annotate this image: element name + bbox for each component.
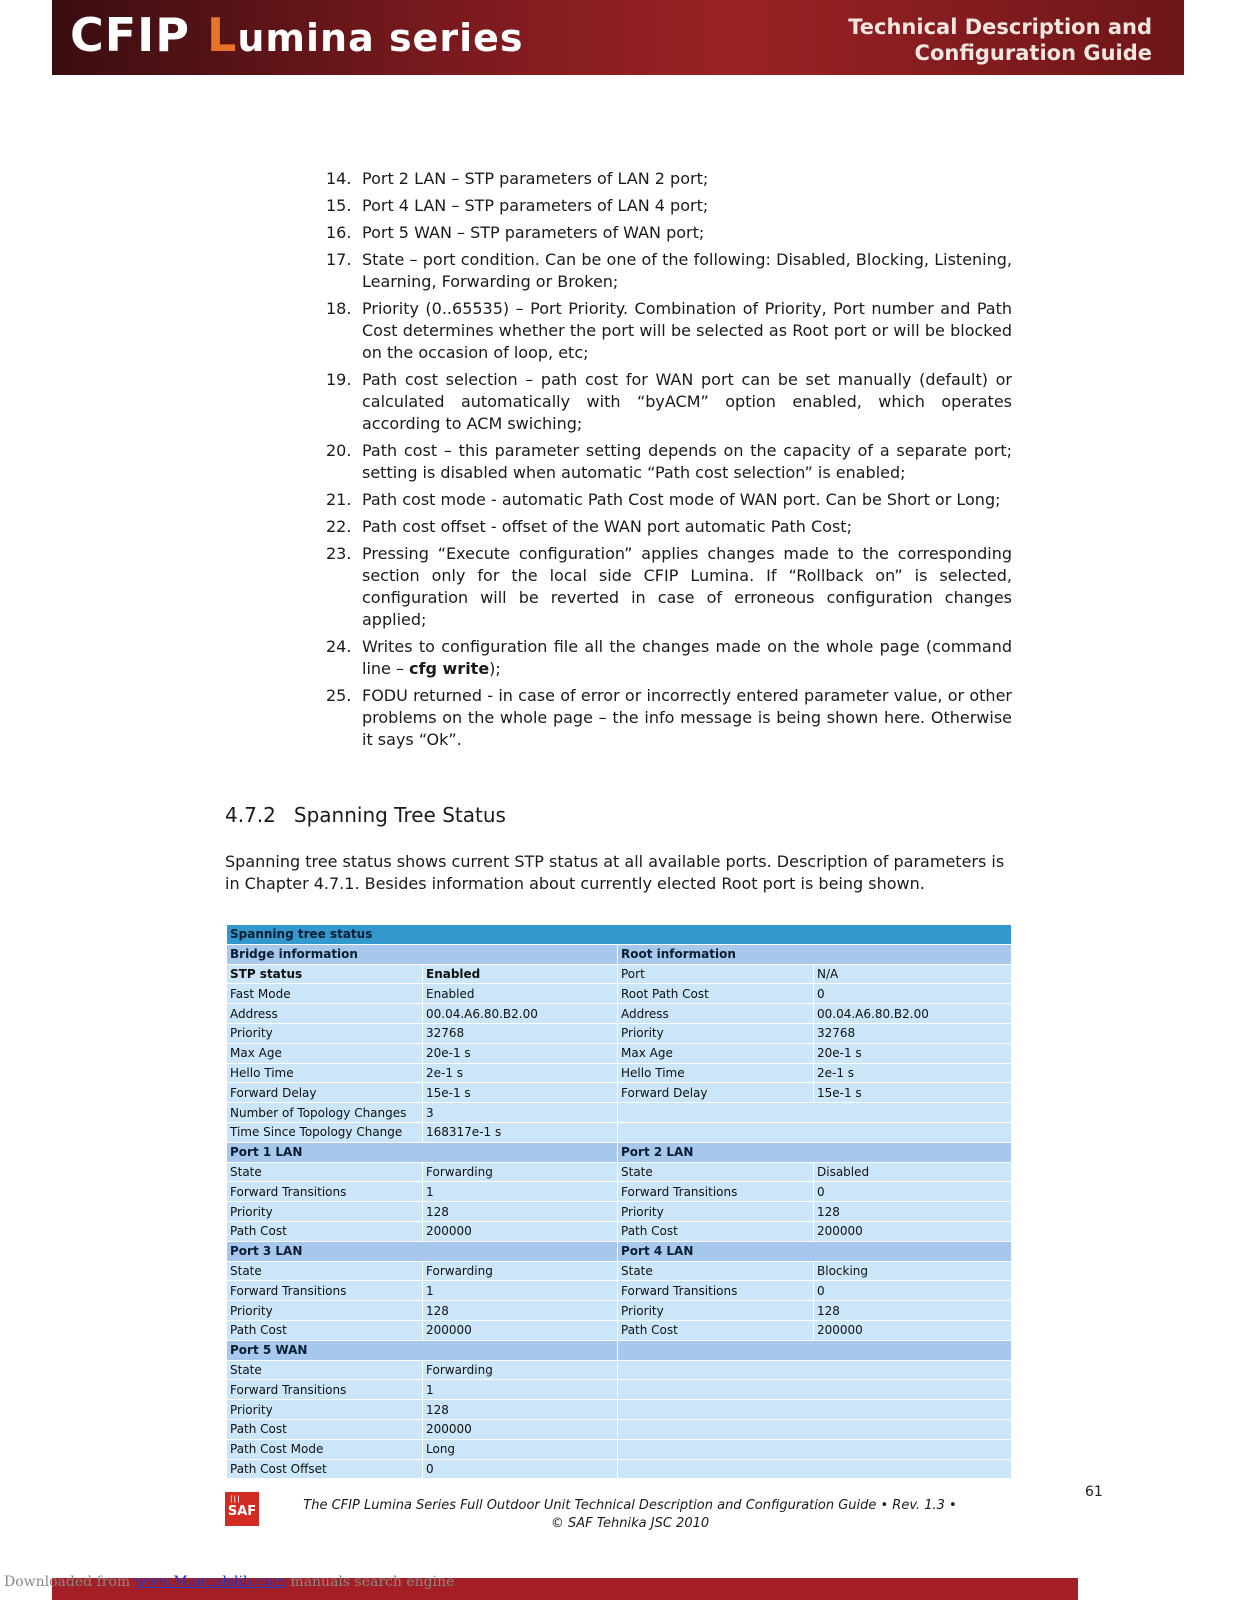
list-number: 17.: [326, 250, 352, 269]
port3-header: Port 3 LAN: [227, 1241, 618, 1261]
list-number: 25.: [326, 686, 352, 705]
cell-value: 200000: [423, 1320, 618, 1340]
empty-cell: [618, 1380, 1012, 1400]
cell-value: 1: [423, 1380, 618, 1400]
cell-label: Path Cost: [227, 1320, 423, 1340]
cell-value: 200000: [423, 1221, 618, 1241]
cell-label: State: [227, 1360, 423, 1380]
cell-label: Max Age: [618, 1043, 814, 1063]
table-row: [227, 1221, 1012, 1241]
table-row: [227, 1122, 1012, 1142]
cell-label: Forward Transitions: [227, 1281, 423, 1301]
cell-label: Hello Time: [618, 1063, 814, 1083]
table-row: [227, 964, 1012, 984]
cell-label: Priority: [227, 1202, 423, 1222]
table-row: [227, 1301, 1012, 1321]
cell-label: Number of Topology Changes: [227, 1103, 423, 1123]
cell-label: Max Age: [227, 1043, 423, 1063]
cell-label: Path Cost: [618, 1221, 814, 1241]
cell-value: Enabled: [423, 964, 618, 984]
list-text: Path cost selection – path cost for WAN port can be set manually (default) or calculated automatically with “byACM” option enabled, which operates according to ACM swiching;: [362, 370, 1012, 433]
cell-value: Blocking: [814, 1261, 1012, 1281]
cell-value: 200000: [814, 1320, 1012, 1340]
cell-label: Path Cost Mode: [227, 1439, 423, 1459]
port2-header: Port 2 LAN: [618, 1142, 1012, 1162]
brand-rest: umina series: [237, 16, 524, 60]
table-row: [227, 1419, 1012, 1439]
guide-title: [848, 14, 1152, 66]
cell-label: Path Cost: [227, 1221, 423, 1241]
cell-value: 15e-1 s: [423, 1083, 618, 1103]
list-item: [326, 249, 1012, 293]
list-number: 18.: [326, 299, 352, 318]
table-row: [227, 1202, 1012, 1222]
table-row: [227, 1083, 1012, 1103]
download-note: [4, 1574, 454, 1590]
empty-cell: [618, 1360, 1012, 1380]
download-prefix: Downloaded from: [4, 1574, 135, 1590]
list-item: [326, 369, 1012, 435]
cell-value: 2e-1 s: [423, 1063, 618, 1083]
table-row: [227, 1261, 1012, 1281]
brand-logo: [70, 8, 524, 62]
table-row: [227, 1023, 1012, 1043]
cell-label: Time Since Topology Change: [227, 1122, 423, 1142]
cell-value: 1: [423, 1182, 618, 1202]
cell-value: 3: [423, 1103, 618, 1123]
cell-value: 0: [814, 1281, 1012, 1301]
empty-cell: [618, 1459, 1012, 1479]
section-title: Spanning Tree Status: [293, 803, 506, 827]
cell-value: 0: [423, 1459, 618, 1479]
cell-value: Disabled: [814, 1162, 1012, 1182]
cell-label: Priority: [227, 1023, 423, 1043]
page-number: 61: [1085, 1484, 1103, 1500]
port1-header: Port 1 LAN: [227, 1142, 618, 1162]
list-number: 14.: [326, 169, 352, 188]
list-text-before: Writes to configuration file all the changes made on the whole page (command line –: [362, 637, 1012, 678]
list-text: Path cost offset - offset of the WAN port automatic Path Cost;: [362, 517, 852, 536]
list-number: 15.: [326, 196, 352, 215]
table-row: [227, 1380, 1012, 1400]
guide-title-line1: Technical Description and: [848, 15, 1152, 39]
cell-label: Forward Delay: [227, 1083, 423, 1103]
cell-value: Forwarding: [423, 1360, 618, 1380]
cell-value: 0: [814, 984, 1012, 1004]
table-row: [227, 1439, 1012, 1459]
footer-text: [290, 1497, 970, 1533]
guide-title-line2: Configuration Guide: [914, 41, 1152, 65]
download-suffix: manuals search engine: [285, 1574, 455, 1590]
cell-value: 20e-1 s: [814, 1043, 1012, 1063]
list-text: State – port condition. Can be one of the following: Disabled, Blocking, Listening, Learning, Forwarding or Broken;: [362, 250, 1012, 291]
cell-label: Priority: [618, 1202, 814, 1222]
list-item: [326, 222, 1012, 244]
list-text: [362, 636, 1012, 680]
list-item: [326, 298, 1012, 364]
cell-label: Forward Transitions: [618, 1281, 814, 1301]
cell-value: 1: [423, 1281, 618, 1301]
cell-label: STP status: [227, 964, 423, 984]
cell-value: 00.04.A6.80.B2.00: [423, 1004, 618, 1024]
table-row: [227, 1340, 1012, 1360]
list-item: [326, 195, 1012, 217]
table-row: [227, 1281, 1012, 1301]
cell-value: 128: [814, 1301, 1012, 1321]
cell-label: State: [618, 1162, 814, 1182]
cell-label: Port: [618, 964, 814, 984]
cell-value: 32768: [423, 1023, 618, 1043]
list-number: 20.: [326, 441, 352, 460]
list-item: [326, 543, 1012, 631]
cell-label: Priority: [618, 1023, 814, 1043]
table-caption: Spanning tree status: [227, 925, 1012, 945]
cell-label: Path Cost Offset: [227, 1459, 423, 1479]
cell-label: Path Cost: [227, 1419, 423, 1439]
cell-value: 00.04.A6.80.B2.00: [814, 1004, 1012, 1024]
cell-value: 128: [423, 1400, 618, 1420]
cell-value: Forwarding: [423, 1162, 618, 1182]
table-row: [227, 925, 1012, 945]
cell-label: Hello Time: [227, 1063, 423, 1083]
list-number: 21.: [326, 490, 352, 509]
cell-label: Address: [227, 1004, 423, 1024]
list-text-after: );: [489, 659, 501, 678]
cell-label: Priority: [618, 1301, 814, 1321]
header-banner: [52, 0, 1184, 75]
cell-label: Address: [618, 1004, 814, 1024]
cell-label: Forward Delay: [618, 1083, 814, 1103]
list-text: FODU returned - in case of error or incorrectly entered parameter value, or other problems on the whole page – the info message is being shown here. Otherwise it says “Ok”.: [362, 686, 1012, 749]
table-row: [227, 1320, 1012, 1340]
bridge-info-header: Bridge information: [227, 944, 618, 964]
table-row: [227, 1241, 1012, 1261]
cell-value: 128: [423, 1202, 618, 1222]
list-number: 22.: [326, 517, 352, 536]
cell-label: Root Path Cost: [618, 984, 814, 1004]
cell-label: Priority: [227, 1400, 423, 1420]
list-item: [326, 440, 1012, 484]
cell-value: 0: [814, 1182, 1012, 1202]
cell-value: 2e-1 s: [814, 1063, 1012, 1083]
cell-value: 128: [814, 1202, 1012, 1222]
table-row: [227, 1162, 1012, 1182]
list-item: [326, 636, 1012, 680]
cell-label: State: [227, 1261, 423, 1281]
section-number: 4.7.2: [225, 803, 276, 827]
table-row: [227, 1004, 1012, 1024]
table-row: [227, 1063, 1012, 1083]
cell-label: Forward Transitions: [227, 1182, 423, 1202]
table-row: [227, 944, 1012, 964]
table-row: [227, 1142, 1012, 1162]
cell-value: N/A: [814, 964, 1012, 984]
list-item: [326, 685, 1012, 751]
port4-header: Port 4 LAN: [618, 1241, 1012, 1261]
list-text: Port 2 LAN – STP parameters of LAN 2 port;: [362, 169, 709, 188]
table-row: [227, 1360, 1012, 1380]
cell-value: 20e-1 s: [423, 1043, 618, 1063]
list-number: 24.: [326, 637, 352, 656]
command-name: cfg write: [409, 659, 490, 678]
list-number: 19.: [326, 370, 352, 389]
list-item: [326, 489, 1012, 511]
cell-value: 200000: [423, 1419, 618, 1439]
table-row: [227, 984, 1012, 1004]
footer-line2: © SAF Tehnika JSC 2010: [550, 1516, 710, 1531]
manualslib-link[interactable]: www.Manualslib.com: [134, 1574, 286, 1590]
empty-cell: [618, 1419, 1012, 1439]
section-heading: [225, 803, 506, 827]
logo-text: SAF: [227, 1504, 257, 1519]
empty-cell: [618, 1400, 1012, 1420]
list-item: [326, 168, 1012, 190]
section-intro: Spanning tree status shows current STP status at all available ports. Description of parameters is in Chapter 4.7.1. Besides information about currently elected Root port is being shown.: [225, 852, 1005, 893]
cell-label: Forward Transitions: [227, 1380, 423, 1400]
list-number: 16.: [326, 223, 352, 242]
empty-cell: [618, 1439, 1012, 1459]
cell-label: Path Cost: [618, 1320, 814, 1340]
list-text: Pressing “Execute configuration” applies changes made to the corresponding section only for the local side CFIP Lumina. If “Rollback on” is selected, configuration will be reverted in case of erroneous configuration changes applied;: [362, 544, 1012, 629]
cell-label: Fast Mode: [227, 984, 423, 1004]
list-item: [326, 516, 1012, 538]
cell-value: Forwarding: [423, 1261, 618, 1281]
cell-value: 168317e-1 s: [423, 1122, 618, 1142]
cell-value: Long: [423, 1439, 618, 1459]
port5-header: Port 5 WAN: [227, 1340, 618, 1360]
table-row: [227, 1182, 1012, 1202]
cell-label: State: [618, 1261, 814, 1281]
table-row: [227, 1400, 1012, 1420]
cell-value: 32768: [814, 1023, 1012, 1043]
saf-logo: [225, 1492, 259, 1526]
list-text: Port 4 LAN – STP parameters of LAN 4 port;: [362, 196, 709, 215]
cell-value: 128: [423, 1301, 618, 1321]
stp-status-table: [226, 924, 1012, 1479]
footer-line1: The CFIP Lumina Series Full Outdoor Unit Technical Description and Configuration Guide • Rev. 1.3 •: [303, 1498, 957, 1513]
cell-value: Enabled: [423, 984, 618, 1004]
cell-value: 200000: [814, 1221, 1012, 1241]
cell-label: Forward Transitions: [618, 1182, 814, 1202]
cell-value: 15e-1 s: [814, 1083, 1012, 1103]
table-row: [227, 1103, 1012, 1123]
cell-label: Priority: [227, 1301, 423, 1321]
cell-label: State: [227, 1162, 423, 1182]
root-info-header: Root information: [618, 944, 1012, 964]
table-row: [227, 1043, 1012, 1063]
brand-main: CFIP: [70, 8, 191, 62]
list-text: Path cost mode - automatic Path Cost mode of WAN port. Can be Short or Long;: [362, 490, 1001, 509]
brand-accent: L: [207, 8, 238, 62]
list-text: Path cost – this parameter setting depends on the capacity of a separate port; setting is disabled when automatic “Path cost selection” is enabled;: [362, 441, 1012, 482]
list-number: 23.: [326, 544, 352, 563]
list-text: Port 5 WAN – STP parameters of WAN port;: [362, 223, 705, 242]
list-text: Priority (0..65535) – Port Priority. Combination of Priority, Port number and Path Cost determines whether the port will be selected as Root port or will be blocked on the occasion of loop, etc;: [362, 299, 1012, 362]
logo-bars-icon: |||: [230, 1495, 241, 1503]
empty-cell: [618, 1103, 1012, 1123]
table-row: [227, 1459, 1012, 1479]
empty-header: [618, 1340, 1012, 1360]
empty-cell: [618, 1122, 1012, 1142]
parameter-list: [326, 168, 1012, 756]
